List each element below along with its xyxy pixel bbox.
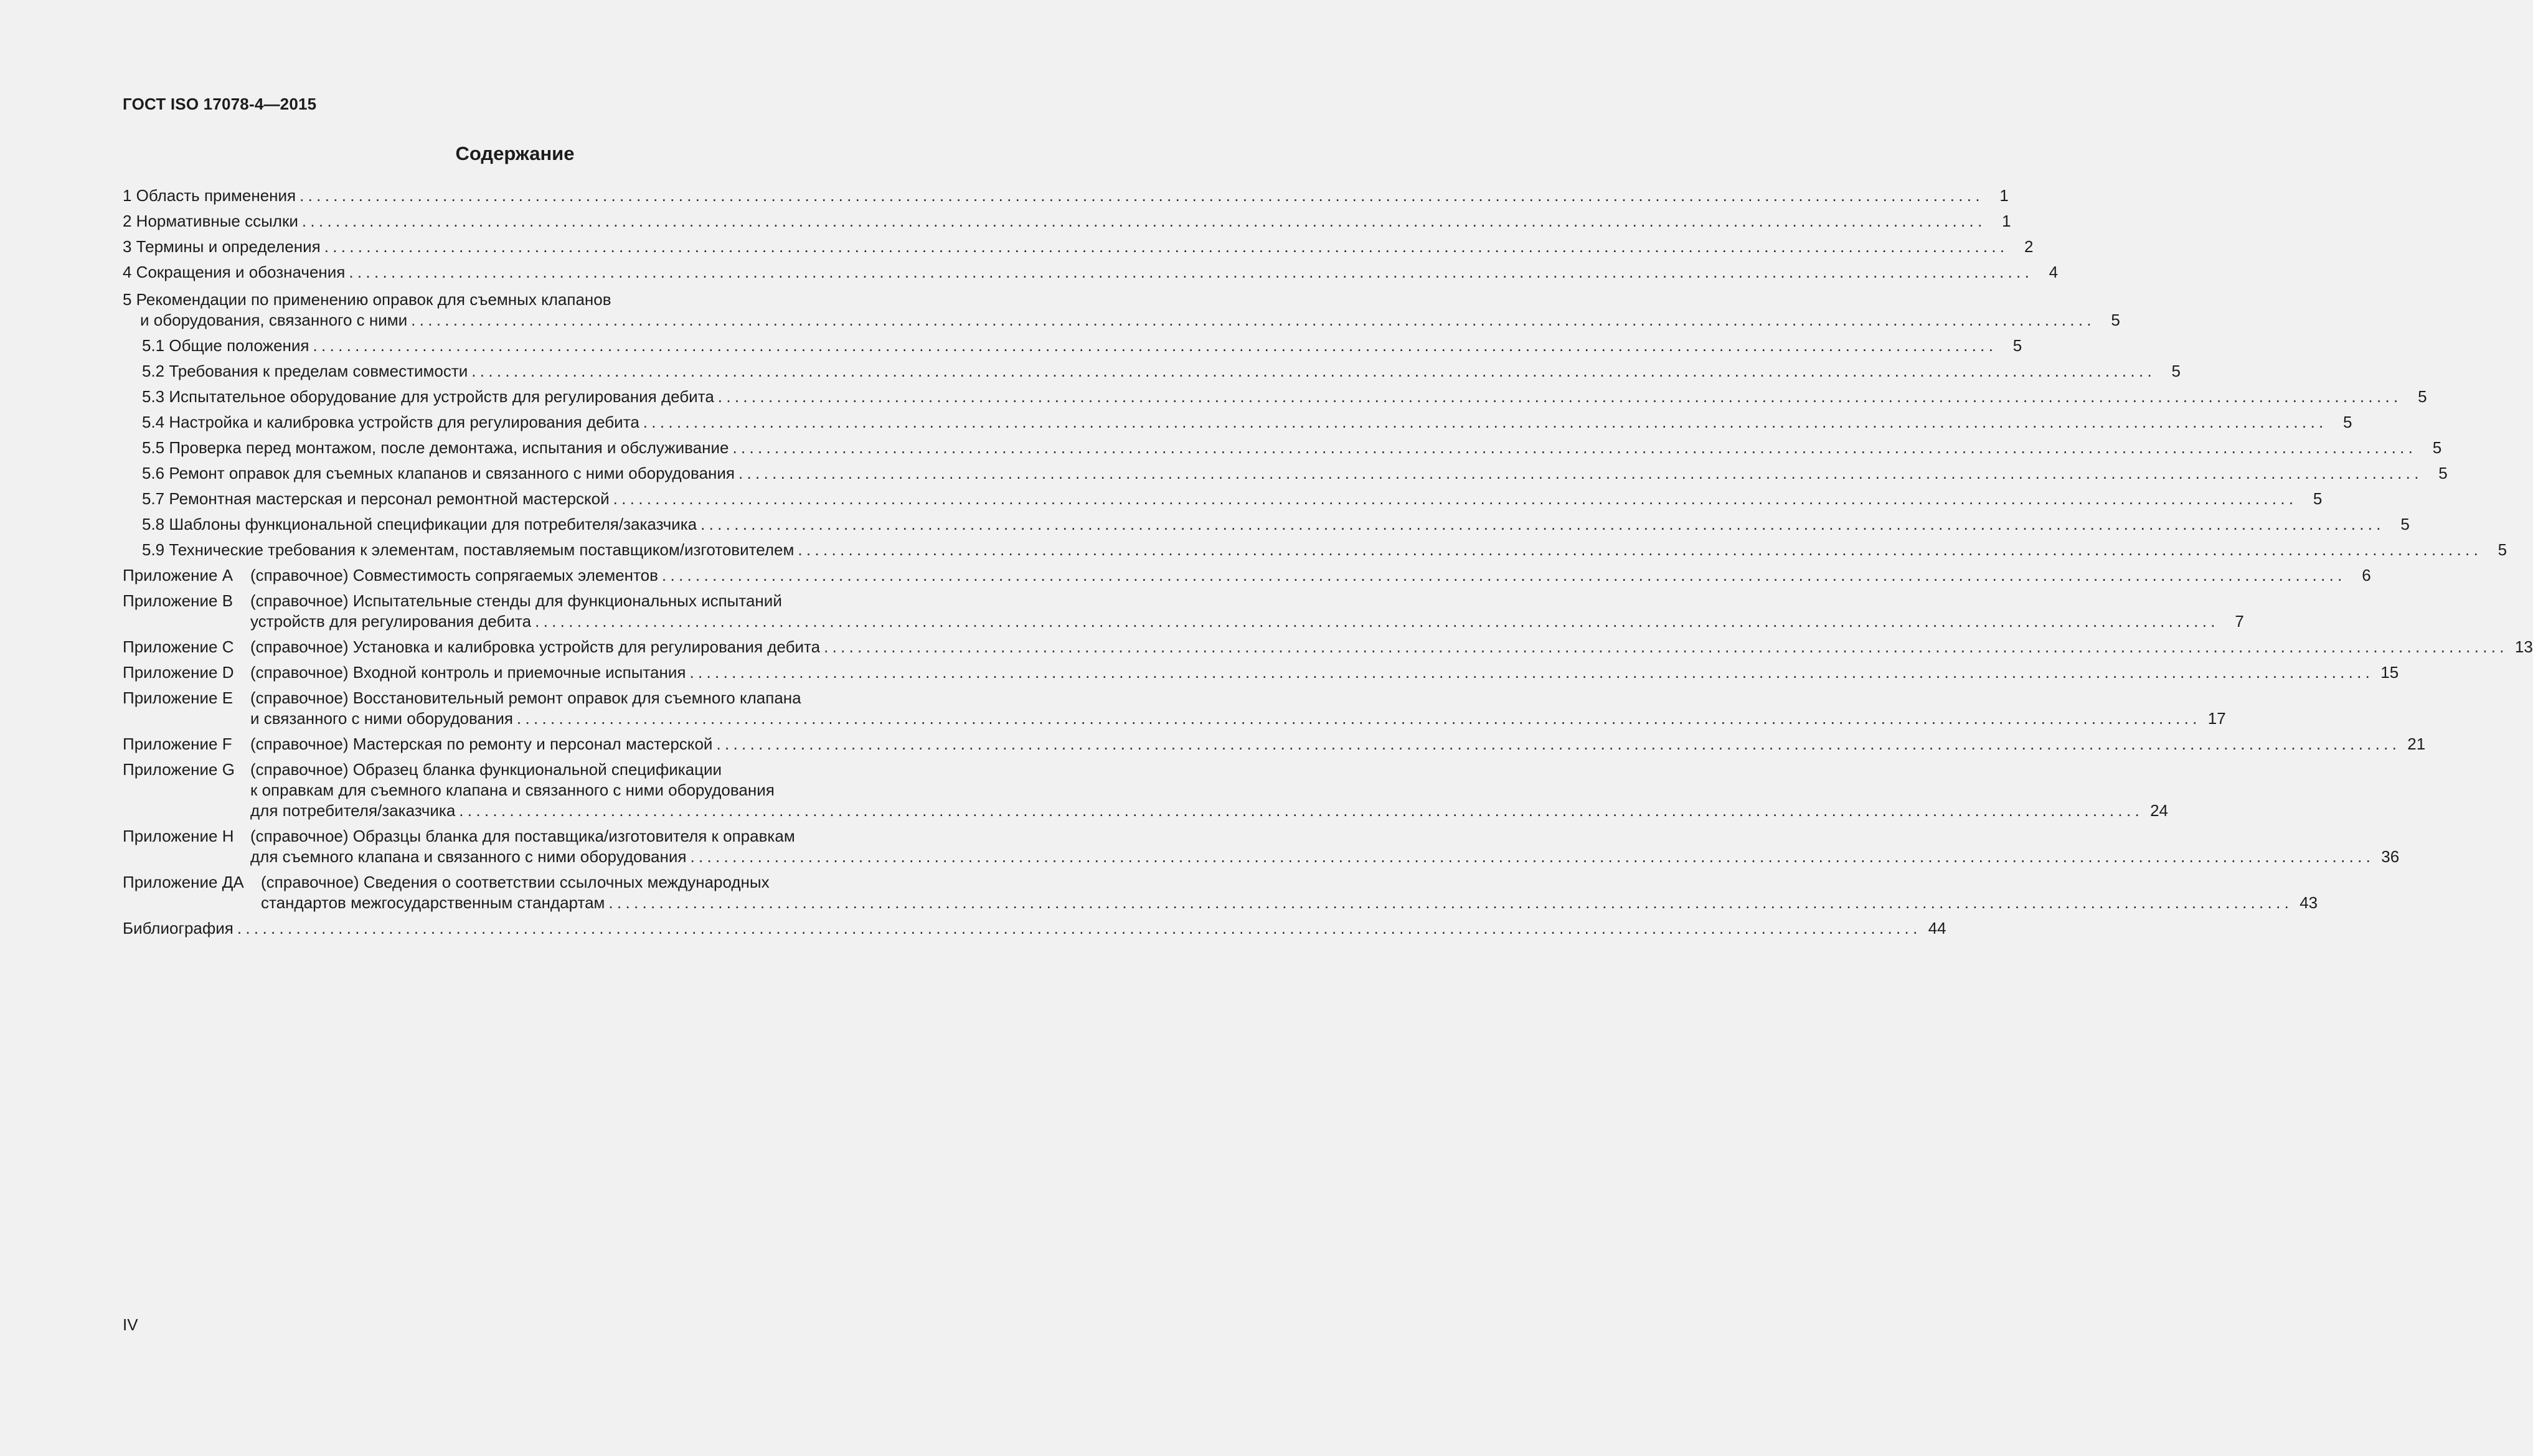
toc-entry-text: (справочное) Испытательные стенды для функциональных испытаний <box>250 591 782 610</box>
toc-subentry[interactable] <box>142 335 2022 356</box>
dot-leader: ........................................................................................................................................................................................................ <box>643 413 2328 431</box>
toc-appendix-entry[interactable] <box>123 565 2371 586</box>
toc-page-number: 7 <box>2235 612 2244 631</box>
toc-page-number: 5 <box>2313 489 2323 508</box>
toc-entry-text: (справочное) Восстановительный ремонт оправок для съемного клапана <box>250 688 801 707</box>
toc-entry-text: 5.9 Технические требования к элементам, поставляемым поставщиком/изготовителем <box>142 540 795 559</box>
toc-entry-text: 1 Область применения <box>123 186 296 205</box>
dot-leader: ........................................................................................................................................................................................................ <box>237 919 1922 937</box>
toc-entry-continuation[interactable] <box>250 800 2169 821</box>
toc-entry-text: (справочное) Совместимость сопрягаемых элементов <box>250 566 658 585</box>
toc-page-number: 5 <box>2438 464 2448 482</box>
appendix-label: Приложение ДА <box>123 873 244 891</box>
toc-subentry[interactable] <box>142 514 2410 535</box>
dot-leader: ........................................................................................................................................................................................................ <box>608 893 2293 912</box>
toc-entry-text: для потребителя/заказчика <box>250 801 456 820</box>
toc-entry-text: (справочное) Образец бланка функциональной спецификации <box>250 760 722 779</box>
toc-appendix-entry[interactable] <box>123 590 956 611</box>
dot-leader: ........................................................................................................................................................................................................ <box>411 311 2095 329</box>
toc-entry-text: 5.6 Ремонт оправок для съемных клапанов и связанного с ними оборудования <box>142 464 735 482</box>
toc-subentry[interactable] <box>142 539 2507 560</box>
dot-leader: ........................................................................................................................................................................................................ <box>313 336 1998 355</box>
toc-page-number: 44 <box>1928 919 1946 937</box>
toc-entry-continuation[interactable] <box>250 708 2226 729</box>
dot-leader: ........................................................................................................................................................................................................ <box>798 540 2483 559</box>
toc-appendix-entry[interactable] <box>123 733 2426 754</box>
dot-leader: ........................................................................................................................................................................................................ <box>717 387 2402 406</box>
toc-subentry[interactable] <box>142 463 2448 484</box>
toc-appendix-entry[interactable] <box>123 636 2533 657</box>
toc-entry-text: 5.2 Требования к пределам совместимости <box>142 362 468 380</box>
toc-subentry[interactable] <box>142 360 2181 382</box>
dot-leader: ........................................................................................................................................................................................................ <box>716 735 2401 753</box>
toc-entry-heading[interactable] <box>123 289 956 310</box>
toc-page-number: 15 <box>2380 663 2399 682</box>
toc-entry-text: 2 Нормативные ссылки <box>123 212 298 230</box>
appendix-label: Приложение G <box>123 760 235 779</box>
toc-entry-text: 5 Рекомендации по применению оправок для съемных клапанов <box>123 290 611 309</box>
toc-entry-text: 5.7 Ремонтная мастерская и персонал ремонтной мастерской <box>142 489 610 508</box>
dot-leader: ........................................................................................................................................................................................................ <box>689 663 2374 682</box>
toc-entry[interactable] <box>123 185 2009 206</box>
toc-page-number: 24 <box>2150 801 2169 820</box>
toc-page-number: 5 <box>2418 387 2427 406</box>
toc-appendix-entry[interactable] <box>123 662 2399 683</box>
toc-page-number: 5 <box>2111 311 2120 329</box>
page-number: IV <box>123 1315 138 1334</box>
appendix-label: Приложение В <box>123 591 233 610</box>
toc-entry-text: 3 Термины и определения <box>123 237 321 256</box>
toc-page-number: 5 <box>2012 336 2022 355</box>
toc-entry-bibliography[interactable] <box>123 918 1946 939</box>
toc-page-number: 21 <box>2407 735 2426 753</box>
toc-entry-text: (справочное) Мастерская по ремонту и персонал мастерской <box>250 735 713 753</box>
toc-entry-text: 4 Сокращения и обозначения <box>123 263 346 281</box>
dot-leader: ........................................................................................................................................................................................................ <box>516 709 2201 728</box>
toc-entry-text: (справочное) Входной контроль и приемочные испытания <box>250 663 686 682</box>
dot-leader: ........................................................................................................................................................................................................ <box>824 637 2508 656</box>
toc-appendix-entry[interactable] <box>123 825 956 847</box>
toc-page-number: 2 <box>2024 237 2034 256</box>
appendix-label: Приложение Н <box>123 827 234 845</box>
toc-subentry[interactable] <box>142 386 2427 407</box>
toc-page-number: 17 <box>2207 709 2226 728</box>
dot-leader: ........................................................................................................................................................................................................ <box>459 801 2144 820</box>
dot-leader: ........................................................................................................................................................................................................ <box>301 212 1986 230</box>
appendix-label: Приложение Е <box>123 688 233 707</box>
dot-leader: ........................................................................................................................................................................................................ <box>324 237 2009 256</box>
toc-entry-continuation[interactable] <box>261 892 2318 913</box>
toc-page-number: 6 <box>2362 566 2371 585</box>
toc-entry[interactable] <box>123 210 2011 232</box>
appendix-label: Приложение С <box>123 637 234 656</box>
toc-page-number: 5 <box>2498 540 2507 559</box>
toc-entry-continuation[interactable] <box>250 611 2244 632</box>
toc-entry-text: стандартов межгосударственным стандартам <box>261 893 605 912</box>
toc-page-number: 43 <box>2300 893 2318 912</box>
toc-entry-text: (справочное) Образцы бланка для поставщика/изготовителя к оправкам <box>250 827 795 845</box>
contents-title: Содержание <box>455 143 575 164</box>
dot-leader: ........................................................................................................................................................................................................ <box>349 263 2034 281</box>
toc-page-number: 1 <box>1999 186 2009 205</box>
toc-entry-text: 5.4 Настройка и калибровка устройств для регулирования дебита <box>142 413 639 431</box>
dot-leader: ........................................................................................................................................................................................................ <box>732 438 2417 457</box>
toc-entry-text: (справочное) Установка и калибровка устройств для регулирования дебита <box>250 637 821 656</box>
toc-entry-continuation[interactable] <box>250 846 2400 867</box>
toc-appendix-entry[interactable] <box>123 871 956 893</box>
toc-page-number: 13 <box>2514 637 2533 656</box>
appendix-label: Приложение А <box>123 566 233 585</box>
toc-page-number: 4 <box>2049 263 2059 281</box>
toc-appendix-entry[interactable] <box>123 759 956 780</box>
toc-entry-continuation[interactable] <box>250 779 956 801</box>
toc-entry-text: Библиография <box>123 919 233 937</box>
toc-entry-text: 5.8 Шаблоны функциональной спецификации для потребителя/заказчика <box>142 515 697 533</box>
toc-entry-text: 5.5 Проверка перед монтажом, после демонтажа, испытания и обслуживание <box>142 438 729 457</box>
document-header: ГОСТ ISO 17078-4—2015 <box>123 95 317 113</box>
toc-entry-text: и связанного с ними оборудования <box>250 709 513 728</box>
toc-entry-text: к оправкам для съемного клапана и связанного с ними оборудования <box>250 781 775 799</box>
toc-entry-text: для съемного клапана и связанного с ними оборудования <box>250 847 687 866</box>
toc-entry[interactable] <box>123 236 2034 257</box>
toc-page-number: 1 <box>2002 212 2011 230</box>
toc-page-number: 5 <box>2171 362 2181 380</box>
toc-entry-text: устройств для регулирования дебита <box>250 612 532 631</box>
toc-page-number: 5 <box>2343 413 2352 431</box>
dot-leader: ........................................................................................................................................................................................................ <box>613 489 2298 508</box>
dot-leader: ........................................................................................................................................................................................................ <box>661 566 2346 585</box>
dot-leader: ........................................................................................................................................................................................................ <box>690 847 2375 866</box>
toc-subentry[interactable] <box>142 411 2352 433</box>
toc-entry-continuation[interactable] <box>140 309 2120 331</box>
dot-leader: ........................................................................................................................................................................................................ <box>300 186 1984 205</box>
dot-leader: ........................................................................................................................................................................................................ <box>700 515 2385 533</box>
appendix-label: Приложение F <box>123 735 232 753</box>
appendix-label: Приложение D <box>123 663 234 682</box>
toc-subentry[interactable] <box>142 437 2442 458</box>
toc-page-number: 36 <box>2381 847 2400 866</box>
toc-entry[interactable] <box>123 261 2059 283</box>
dot-leader: ........................................................................................................................................................................................................ <box>471 362 2156 380</box>
toc-entry-text: и оборудования, связанного с ними <box>140 311 408 329</box>
toc-entry-text: 5.1 Общие положения <box>142 336 309 355</box>
toc-entry-text: 5.3 Испытательное оборудование для устройств для регулирования дебита <box>142 387 714 406</box>
toc-page-number: 5 <box>2400 515 2410 533</box>
toc-subentry[interactable] <box>142 488 2323 509</box>
dot-leader: ........................................................................................................................................................................................................ <box>738 464 2423 482</box>
toc-appendix-entry[interactable] <box>123 687 956 708</box>
dot-leader: ........................................................................................................................................................................................................ <box>535 612 2219 631</box>
toc-entry-text: (справочное) Сведения о соответствии ссылочных международных <box>261 873 770 891</box>
toc-page-number: 5 <box>2432 438 2442 457</box>
